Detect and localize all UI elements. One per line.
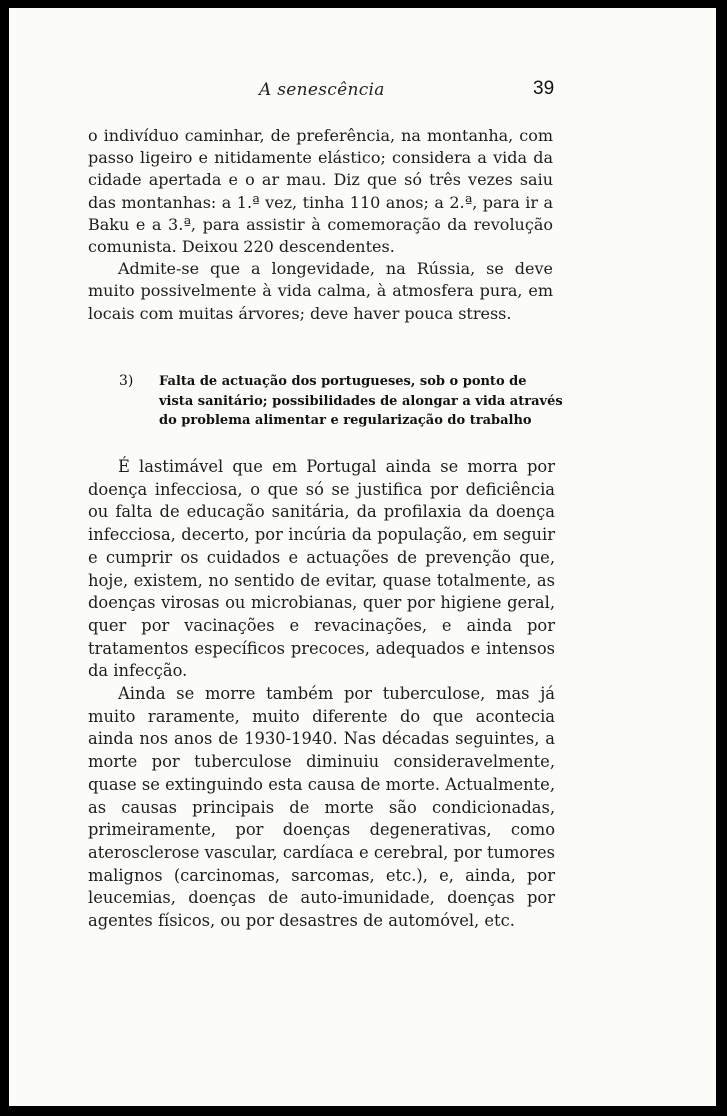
page-number: 39 [533, 78, 555, 99]
paragraph-longevity: Admite-se que a longevidade, na Rússia, se deve muito possivelmente à vida calma, à atmosfera pura, em locais com muitas árvores; deve haver pouca stress. [88, 259, 553, 323]
book-page [9, 8, 716, 1106]
section-number: 3) [119, 373, 134, 389]
paragraph-tuberculosis: Ainda se morre também por tuberculose, mas já muito raramente, muito diferente do que acontecia ainda nos anos de 1930-1940. Nas décadas seguintes, a morte por tuberculose diminuiu consideravelmente, quase se extinguindo esta causa de morte. Actualmente, as causas principais de morte são condicionadas, primeiramente, por doenças degenerativas, como aterosclerose vascular, cardíaca e cerebral, por tumores malignos (carcinomas, sarcomas, etc.), e, ainda, por leucemias, doenças de auto-imunidade, doenças por agentes físicos, ou por desastres de automóvel, etc. [88, 684, 555, 931]
section-title: Falta de actuação dos portugueses, sob o ponto de vista sanitário; possibilidades de alongar a vida através do problema alimentar e regularização do trabalho [159, 374, 563, 428]
paragraph-continuation: o indivíduo caminhar, de preferência, na montanha, com passo ligeiro e nitidamente elástico; considera a vida da cidade apertada e o ar mau. Diz que só três vezes saiu das montanhas: a 1.ª vez, tinha 110 anos; a 2.ª, para ir a Baku e a 3.ª, para assistir à comemoração da revolução comunista. Deixou 220 descendentes. [88, 126, 553, 257]
running-header [9, 80, 716, 108]
paragraph-infectious-disease: É lastimável que em Portugal ainda se morra por doença infecciosa, o que só se justifica por deficiência ou falta de educação sanitária, da profilaxia da doença infecciosa, decerto, por incúria da população, em seguir e cumprir os cuidados e actuações de prevenção que, hoje, existem, no sentido de evitar, quase totalmente, as doenças virosas ou microbianas, quer por higiene geral, quer por vacinações e revacinações, e ainda por tratamentos específicos precoces, adequados e intensos da infecção. [88, 457, 555, 681]
running-title: A senescência [259, 80, 385, 100]
section-heading [119, 372, 564, 431]
text-block-top [88, 125, 553, 325]
text-block-bottom [88, 456, 555, 933]
